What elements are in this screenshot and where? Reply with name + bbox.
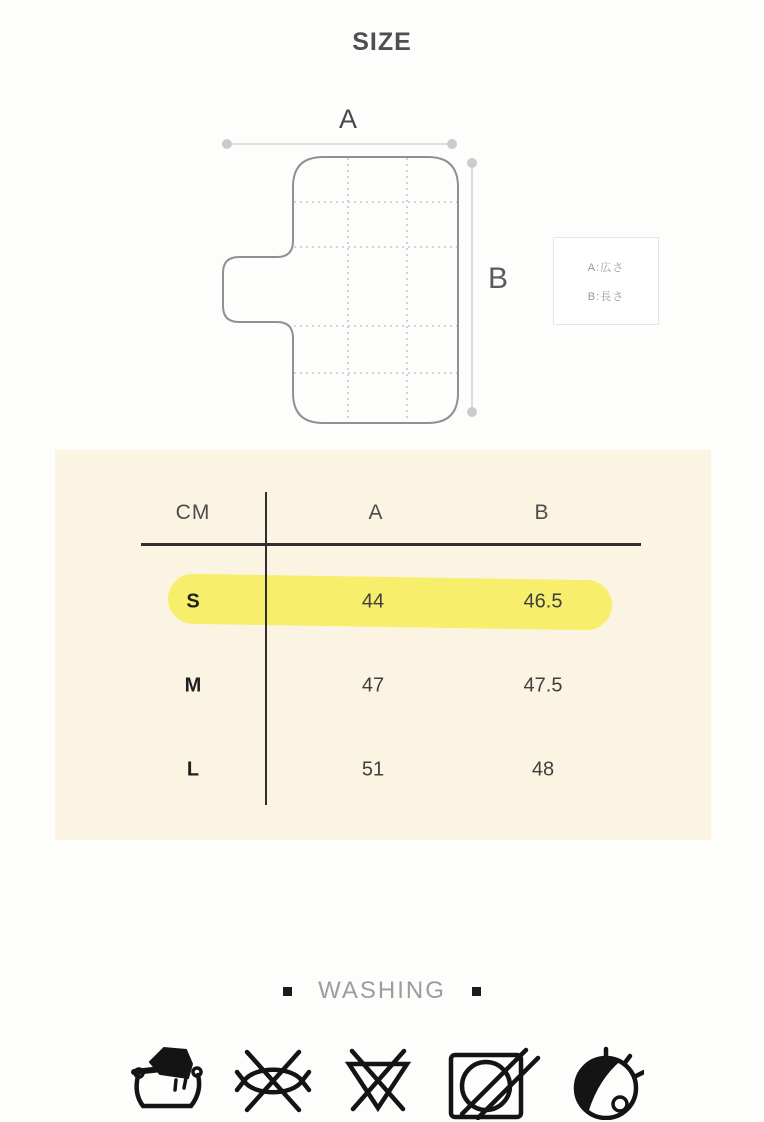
- table-row-s-size: S: [186, 590, 200, 613]
- do-not-bleach-icon: [339, 1042, 417, 1120]
- table-row-m-a: 47: [361, 674, 385, 697]
- table-header-divider: [141, 543, 641, 546]
- table-row-l-b: 48: [531, 758, 555, 781]
- page-title: SIZE: [352, 28, 412, 56]
- table-header-a: A: [368, 501, 384, 524]
- product-shape-diagram: [0, 0, 764, 460]
- washing-section-heading: [0, 973, 764, 1009]
- care-icons-row: [0, 1042, 764, 1122]
- quilt-grid: [294, 158, 457, 422]
- table-row-l-size: L: [186, 758, 200, 781]
- washing-title: WASHING: [318, 977, 446, 1004]
- table-header-b: B: [534, 501, 550, 524]
- dimension-label-b: B: [488, 262, 509, 295]
- hand-wash-icon: [128, 1042, 208, 1122]
- measure-line-a: [222, 139, 457, 149]
- product-outline: [223, 157, 458, 423]
- table-row-m-size: M: [184, 674, 202, 697]
- measurement-legend: [553, 237, 659, 325]
- measure-line-b: [467, 158, 477, 417]
- do-not-wring-icon: [234, 1042, 312, 1120]
- dry-clean-restriction-icon: [568, 1042, 644, 1120]
- table-row-s-a: 44: [361, 590, 385, 613]
- square-bullet-icon: [283, 987, 292, 996]
- table-row-m-b: 47.5: [523, 674, 563, 697]
- square-bullet-icon: [472, 987, 481, 996]
- table-header-unit: CM: [175, 501, 211, 524]
- dimension-label-a: A: [338, 104, 357, 134]
- legend-line-b: B:長さ: [587, 290, 625, 303]
- size-table-panel: [55, 450, 711, 840]
- table-row-l-a: 51: [361, 758, 385, 781]
- do-not-tumble-dry-icon: [446, 1042, 542, 1120]
- legend-line-a: A:広さ: [587, 261, 625, 274]
- table-vertical-divider: [265, 492, 267, 805]
- table-row-s-b: 46.5: [523, 590, 563, 613]
